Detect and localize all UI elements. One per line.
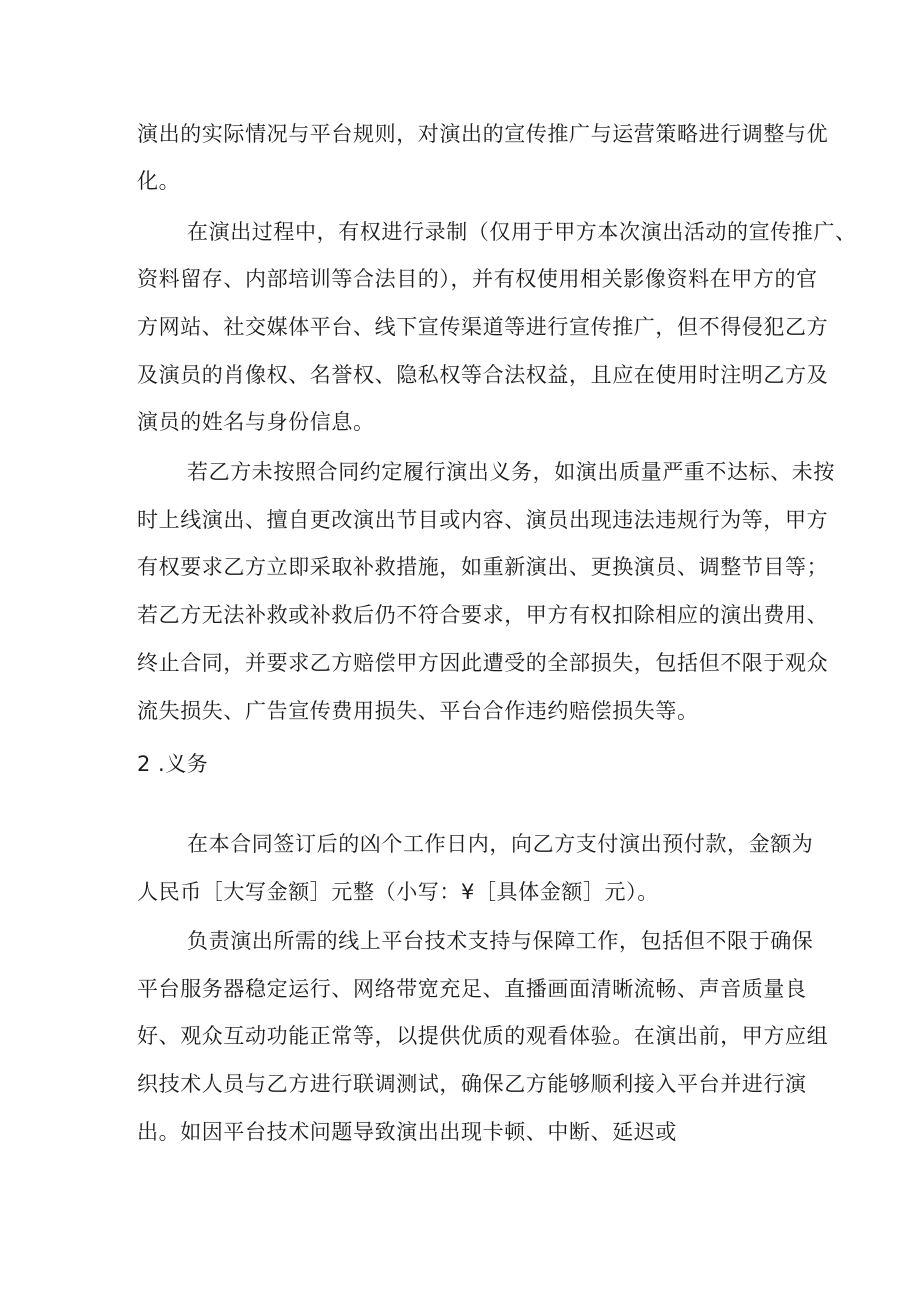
text-line: 人民币［大写金额］元整（小写：¥［具体金额］元）。 (137, 880, 659, 904)
text-line: 化。 (137, 169, 181, 193)
text-line: 若乙方无法补救或补救后仍不符合要求，甲方有权扣除相应的演出费用、 (137, 603, 829, 627)
text-line: 在本合同签订后的凶个工作日内，向乙方支付演出预付款，金额为 (187, 832, 814, 856)
section-heading-obligations: 2 .义务 (137, 752, 209, 776)
text-line: 及演员的肖像权、名誉权、隐私权等合法权益，且应在使用时注明乙方及 (137, 363, 829, 387)
text-line: 在演出过程中，有权进行录制（仅用于甲方本次演出活动的宣传推广、 (187, 220, 857, 244)
text-line: 出。如因平台技术问题导致演出出现卡顿、中断、延迟或 (137, 1120, 677, 1144)
text-line: 负责演出所需的线上平台技术支持与保障工作，包括但不限于确保 (187, 929, 814, 953)
text-line: 好、观众互动功能正常等，以提供优质的观看体验。在演出前，甲方应组 (137, 1024, 829, 1048)
text-line: 流失损失、广告宣传费用损失、平台合作违约赔偿损失等。 (137, 699, 699, 723)
text-line: 织技术人员与乙方进行联调测试，确保乙方能够顺利接入平台并进行演 (137, 1072, 807, 1096)
text-line: 若乙方未按照合同约定履行演出义务，如演出质量严重不达标、未按 (187, 460, 835, 484)
text-line: 资料留存、内部培训等合法目的），并有权使用相关影像资料在甲方的官 (137, 267, 818, 291)
text-line: 演出的实际情况与平台规则，对演出的宣传推广与运营策略进行调整与优 (137, 122, 829, 146)
text-line: 演员的姓名与身份信息。 (137, 410, 375, 434)
text-line: 有权要求乙方立即采取补救措施，如重新演出、更换演员、调整节目等； (137, 555, 829, 579)
text-line: 时上线演出、擅自更改演出节目或内容、演员出现违法违规行为等，甲方 (137, 508, 829, 532)
text-line: 平台服务器稳定运行、网络带宽充足、直播画面清晰流畅、声音质量良 (137, 977, 807, 1001)
text-line: 方网站、社交媒体平台、线下宣传渠道等进行宣传推广，但不得侵犯乙方 (137, 315, 829, 339)
text-line: 终止合同，并要求乙方赔偿甲方因此遭受的全部损失，包括但不限于观众 (137, 651, 829, 675)
